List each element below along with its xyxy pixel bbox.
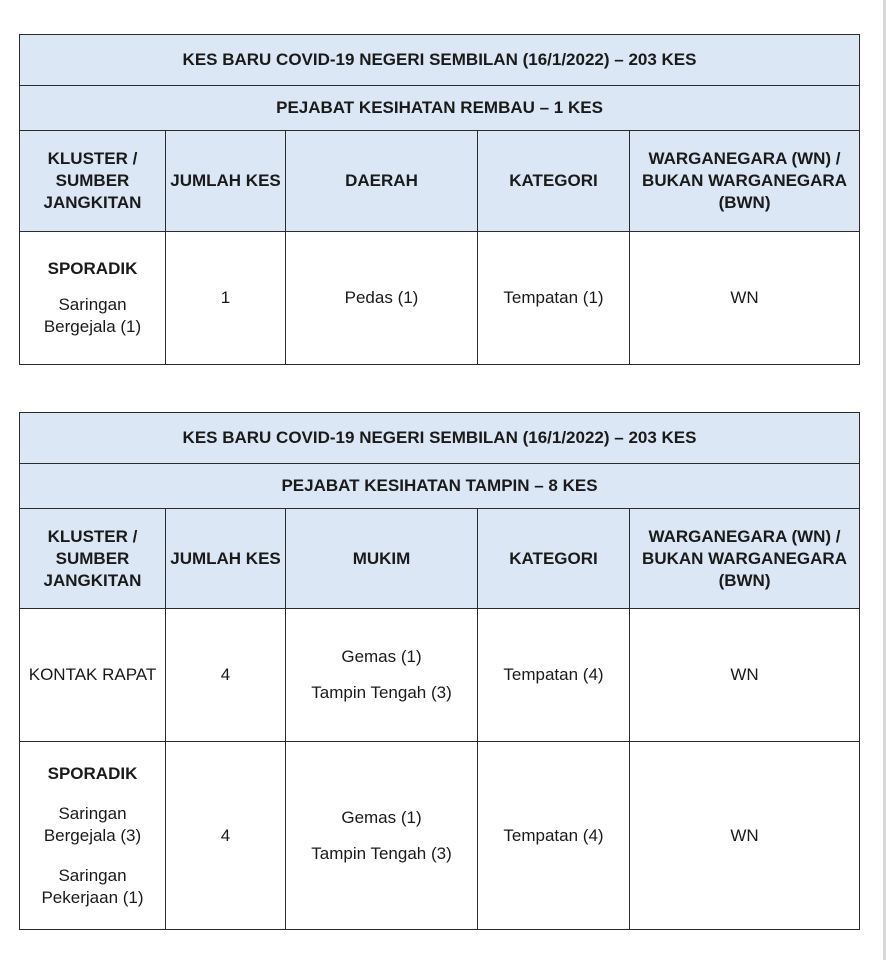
- header-mukim: MUKIM: [286, 509, 478, 609]
- table-title: KES BARU COVID-19 NEGERI SEMBILAN (16/1/2022) – 203 KES: [20, 35, 860, 86]
- jumlah-cell: 4: [166, 742, 286, 930]
- kluster-cell: KONTAK RAPAT: [20, 609, 166, 742]
- header-kluster: KLUSTER / SUMBER JANGKITAN: [20, 509, 166, 609]
- lokasi-label: Tampin Tengah (3): [311, 683, 452, 702]
- kategori-cell: Tempatan (1): [478, 232, 630, 365]
- lokasi-label: Pedas (1): [344, 288, 419, 307]
- sumber-label: Saringan Bergejala (1): [43, 295, 142, 336]
- table-subtitle: PEJABAT KESIHATAN REMBAU – 1 KES: [20, 86, 860, 131]
- kluster-label: SPORADIK: [47, 763, 138, 783]
- mukim-cell: [286, 609, 478, 742]
- daerah-cell: [286, 232, 478, 365]
- mukim-cell: [286, 742, 478, 930]
- jumlah-cell: 4: [166, 609, 286, 742]
- kluster-label: SPORADIK: [47, 259, 138, 278]
- table-title: KES BARU COVID-19 NEGERI SEMBILAN (16/1/2022) – 203 KES: [20, 413, 860, 464]
- header-daerah: DAERAH: [286, 131, 478, 232]
- header-jumlah: JUMLAH KES: [166, 131, 286, 232]
- table-subtitle: PEJABAT KESIHATAN TAMPIN – 8 KES: [20, 464, 860, 509]
- header-kluster: KLUSTER / SUMBER JANGKITAN: [20, 131, 166, 232]
- table-row: [20, 742, 860, 930]
- lokasi-label: Gemas (1): [341, 807, 422, 827]
- kategori-cell: Tempatan (4): [478, 609, 630, 742]
- header-jumlah: JUMLAH KES: [166, 509, 286, 609]
- jumlah-cell: 1: [166, 232, 286, 365]
- header-warganegara: WARGANEGARA (WN) / BUKAN WARGANEGARA (BWN): [630, 131, 860, 232]
- header-warganegara: WARGANEGARA (WN) / BUKAN WARGANEGARA (BWN): [630, 509, 860, 609]
- header-kategori: KATEGORI: [478, 131, 630, 232]
- kategori-cell: Tempatan (4): [478, 742, 630, 930]
- header-kategori: KATEGORI: [478, 509, 630, 609]
- lokasi-label: Gemas (1): [341, 647, 422, 666]
- table-row: [20, 609, 860, 742]
- tampin-cases-table: [19, 412, 860, 930]
- rembau-cases-table: [19, 34, 860, 365]
- kluster-cell: [20, 742, 166, 930]
- wn-cell: WN: [630, 232, 860, 365]
- wn-cell: WN: [630, 609, 860, 742]
- lokasi-label: Tampin Tengah (3): [311, 843, 452, 863]
- sumber-label: Saringan Pekerjaan (1): [41, 865, 144, 907]
- table-row: [20, 232, 860, 365]
- sumber-label: Saringan Bergejala (3): [43, 803, 142, 845]
- wn-cell: WN: [630, 742, 860, 930]
- kluster-cell: [20, 232, 166, 365]
